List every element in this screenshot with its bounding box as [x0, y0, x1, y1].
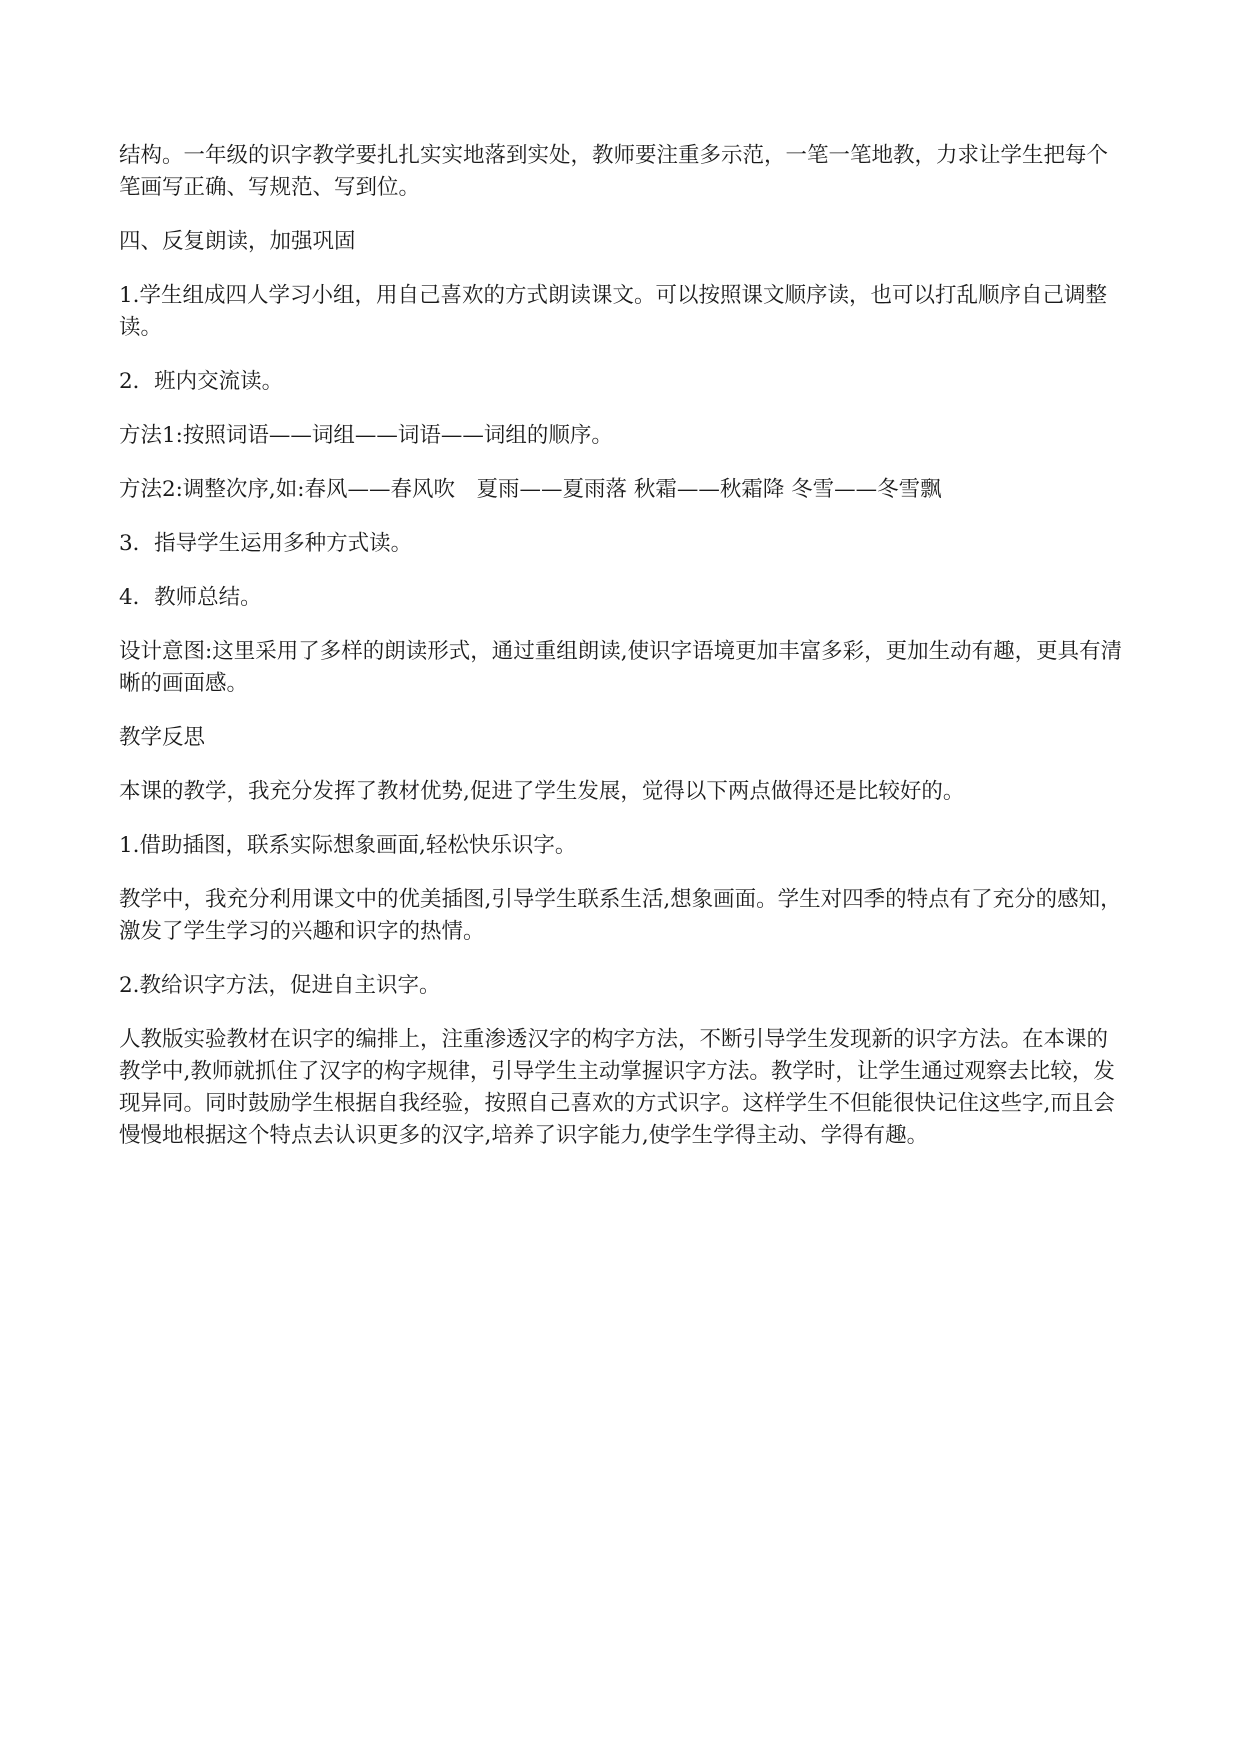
reflection-point-1: 1.借助插图，联系实际想象画面,轻松快乐识字。	[119, 833, 577, 858]
paragraph-literacy-structure: 结构。一年级的识字教学要扎扎实实地落到实处，教师要注重多示范，一笔一笔地教，力求让学生把每个笔画写正确、写规范、写到位。	[119, 143, 1109, 200]
design-intent: 设计意图:这里采用了多样的朗读形式，通过重组朗读,使识字语境更加丰富多彩，更加生动有趣，更具有清晰的画面感。	[119, 639, 1123, 696]
step-4-teacher-summary: 4．教师总结。	[119, 585, 262, 610]
reflection-point-2: 2.教给识字方法，促进自主识字。	[119, 973, 441, 998]
step-2-class-exchange: 2．班内交流读。	[119, 369, 284, 394]
step-3-guide-reading: 3．指导学生运用多种方式读。	[119, 531, 413, 556]
section-heading-teaching-reflection: 教学反思	[119, 725, 206, 750]
method-2: 方法2:调整次序,如:春风——春风吹 夏雨——夏雨落 秋霜——秋霜降 冬雪——冬雪飘	[119, 477, 942, 502]
method-1: 方法1:按照词语——词组——词语——词组的顺序。	[119, 423, 613, 448]
reflection-intro: 本课的教学，我充分发挥了教材优势,促进了学生发展，觉得以下两点做得还是比较好的。	[119, 779, 965, 804]
step-1-group-reading: 1.学生组成四人学习小组，用自己喜欢的方式朗读课文。可以按照课文顺序读，也可以打乱顺序自己调整读。	[119, 283, 1108, 340]
section-heading-repeated-reading: 四、反复朗读，加强巩固	[119, 229, 356, 254]
reflection-point-1-detail: 教学中，我充分利用课文中的优美插图,引导学生联系生活,想象画面。学生对四季的特点有了充分的感知，激发了学生学习的兴趣和识字的热情。	[119, 887, 1122, 944]
reflection-point-2-detail: 人教版实验教材在识字的编排上，注重渗透汉字的构字方法，不断引导学生发现新的识字方法。在本课的教学中,教师就抓住了汉字的构字规律，引导学生主动掌握识字方法。教学时，让学生通过观察去比较，发现异同。同时鼓励学生根据自我经验，按照自己喜欢的方式识字。这样学生不但能很快记住这些字,而且会慢慢地根据这个特点去认识更多的汉字,培养了识字能力,使学生学得主动、学得有趣。	[119, 1027, 1115, 1148]
document-body	[119, 140, 1129, 1174]
